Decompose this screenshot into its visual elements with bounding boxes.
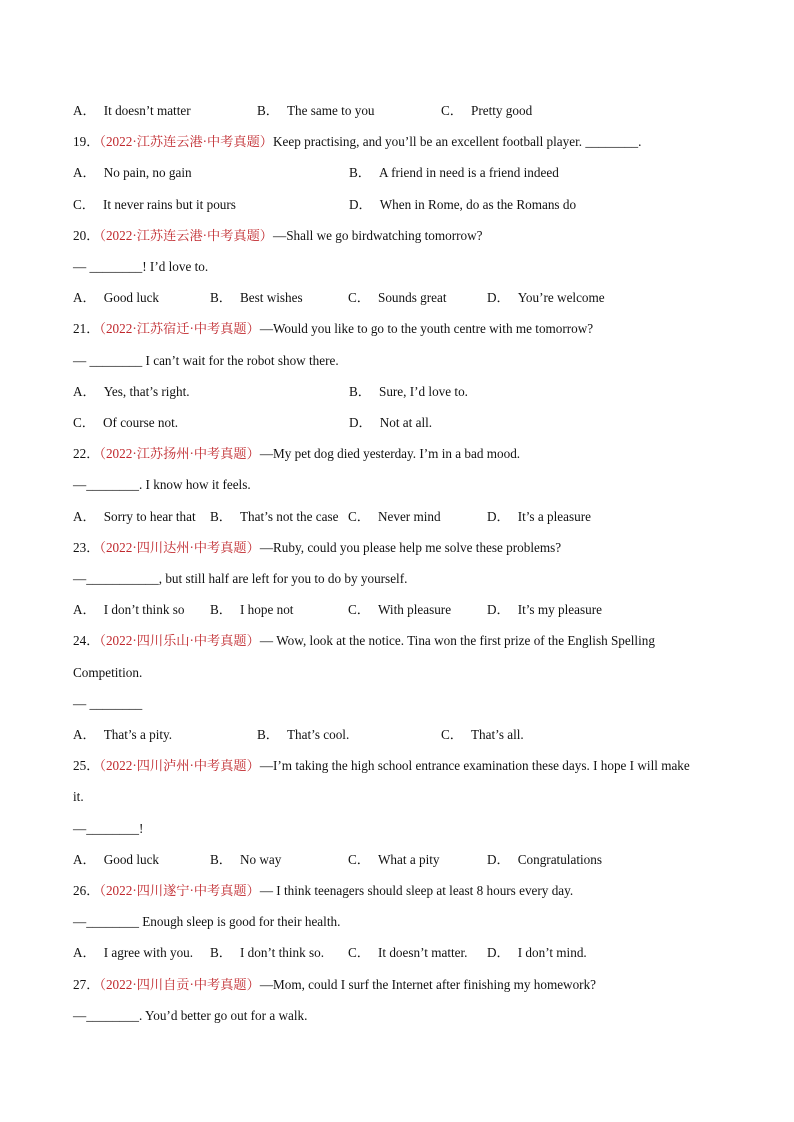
answer-option[interactable] xyxy=(257,725,349,745)
answer-option[interactable] xyxy=(487,943,587,963)
question-number: 20． xyxy=(73,227,100,243)
question-number: 21． xyxy=(73,321,100,337)
question-line xyxy=(73,538,561,558)
option-text: Never mind xyxy=(377,508,441,524)
question-number: 27． xyxy=(73,976,100,992)
option-letter: D． xyxy=(349,196,372,212)
option-text: It’s my pleasure xyxy=(517,602,602,618)
options-row xyxy=(73,288,733,308)
question-number: 26． xyxy=(73,883,100,898)
option-letter: C． xyxy=(348,851,370,867)
dialogue-text: —________. I know how it feels. xyxy=(73,477,251,493)
option-text: Pretty good xyxy=(470,103,533,118)
question-source: （2022·四川泸州·中考真题） xyxy=(99,758,260,774)
dialogue-text: it. xyxy=(73,789,84,805)
answer-option[interactable] xyxy=(73,413,178,433)
question-text: —I’m taking the high school entrance examination these days. I hope I will make xyxy=(259,758,690,774)
option-text: When in Rome, do as the Romans do xyxy=(379,196,577,212)
options-row xyxy=(73,600,733,620)
option-text: I don’t mind. xyxy=(517,945,587,961)
question-number: 19． xyxy=(73,134,100,150)
question-line xyxy=(73,132,641,152)
option-letter: C． xyxy=(441,103,463,118)
question-line xyxy=(73,319,593,339)
dialogue-line xyxy=(73,569,407,589)
option-text: That’s a pity. xyxy=(103,727,173,742)
answer-option[interactable] xyxy=(73,725,172,745)
answer-option[interactable] xyxy=(349,195,576,215)
option-letter: C． xyxy=(441,727,463,742)
answer-option[interactable] xyxy=(487,288,605,308)
answer-option[interactable] xyxy=(73,507,196,527)
answer-option[interactable] xyxy=(487,600,602,620)
options-row xyxy=(73,725,733,745)
option-letter: B． xyxy=(210,945,232,961)
dialogue-text: — ________ xyxy=(73,695,143,711)
option-text: No pain, no gain xyxy=(103,165,192,181)
answer-option[interactable] xyxy=(348,600,451,620)
option-text: Congratulations xyxy=(517,851,602,867)
answer-option[interactable] xyxy=(348,943,467,963)
answer-option[interactable] xyxy=(210,600,293,620)
option-text: It doesn’t matter. xyxy=(377,945,468,961)
option-letter: C． xyxy=(348,290,370,306)
option-text: Good luck xyxy=(103,851,160,867)
question-line xyxy=(73,444,520,464)
question-line xyxy=(73,226,483,246)
question-line xyxy=(73,631,655,651)
option-text: It never rains but it pours xyxy=(102,196,236,212)
question-line xyxy=(73,975,596,995)
answer-option[interactable] xyxy=(349,382,468,402)
option-letter: B． xyxy=(349,165,371,181)
dialogue-line xyxy=(73,475,251,495)
question-text: — I think teenagers should sleep at least 8 hours every day. xyxy=(259,883,574,898)
question-number: 24． xyxy=(73,633,100,649)
answer-option[interactable] xyxy=(441,725,524,745)
question-number: 22． xyxy=(73,446,100,462)
dialogue-line xyxy=(73,257,208,277)
answer-option[interactable] xyxy=(73,288,159,308)
question-text: —Would you like to go to the youth centre with me tomorrow? xyxy=(259,321,594,337)
options-row xyxy=(73,101,733,121)
option-text: I hope not xyxy=(239,602,294,618)
option-text: You’re welcome xyxy=(517,290,605,306)
answer-option[interactable] xyxy=(73,600,184,620)
option-text: Not at all. xyxy=(379,415,433,430)
question-text: —Shall we go birdwatching tomorrow? xyxy=(273,227,483,243)
option-text: What a pity xyxy=(377,851,440,867)
option-text: I agree with you. xyxy=(103,945,194,961)
answer-option[interactable] xyxy=(73,382,190,402)
question-text: —My pet dog died yesterday. I’m in a bad mood. xyxy=(259,446,521,462)
question-text: —Mom, could I surf the Internet after finishing my homework? xyxy=(259,976,597,992)
dialogue-line xyxy=(73,819,143,839)
question-text: Keep practising, and you’ll be an excellent football player. ________. xyxy=(273,134,642,150)
option-text: The same to you xyxy=(286,103,375,118)
question-source: （2022·四川达州·中考真题） xyxy=(99,539,260,555)
question-line xyxy=(73,881,573,901)
option-letter: C． xyxy=(348,602,370,618)
dialogue-line xyxy=(73,663,142,683)
answer-option[interactable] xyxy=(73,163,192,183)
option-letter: B． xyxy=(257,103,279,118)
options-row xyxy=(73,507,733,527)
answer-option[interactable] xyxy=(73,943,193,963)
question-text: — Wow, look at the notice. Tina won the first prize of the English Spelling xyxy=(259,633,655,649)
option-text: That’s not the case xyxy=(239,508,339,524)
option-letter: C． xyxy=(348,945,370,961)
option-letter: D． xyxy=(487,290,510,306)
option-text: I don’t think so. xyxy=(239,945,324,961)
options-row xyxy=(73,195,733,215)
option-text: That’s cool. xyxy=(286,727,350,742)
options-row xyxy=(73,943,733,963)
option-text: Of course not. xyxy=(102,415,179,430)
question-source: （2022·四川遂宁·中考真题） xyxy=(99,883,260,898)
answer-option[interactable] xyxy=(349,163,559,183)
answer-option[interactable] xyxy=(348,288,446,308)
option-letter: A． xyxy=(73,945,96,961)
option-letter: B． xyxy=(210,508,232,524)
dialogue-line xyxy=(73,351,339,371)
options-row xyxy=(73,163,733,183)
answer-option[interactable] xyxy=(210,850,281,870)
option-letter: D． xyxy=(349,415,372,430)
option-letter: D． xyxy=(487,945,510,961)
dialogue-line xyxy=(73,694,142,714)
option-letter: D． xyxy=(487,851,510,867)
dialogue-line xyxy=(73,1006,307,1026)
dialogue-text: —________! xyxy=(73,820,144,836)
answer-option[interactable] xyxy=(73,195,236,215)
dialogue-text: —___________, but still half are left for you to do by yourself. xyxy=(73,571,408,586)
answer-option[interactable] xyxy=(441,101,532,121)
option-letter: B． xyxy=(210,290,232,306)
dialogue-line xyxy=(73,787,84,807)
question-source: （2022·江苏连云港·中考真题） xyxy=(99,227,273,243)
question-line xyxy=(73,756,690,776)
option-letter: A． xyxy=(73,103,96,118)
option-text: I don’t think so xyxy=(103,602,185,618)
options-row xyxy=(73,413,733,433)
option-text: No way xyxy=(239,851,282,867)
dialogue-text: — ________ I can’t wait for the robot show there. xyxy=(73,352,339,368)
dialogue-text: —________. You’d better go out for a walk. xyxy=(73,1007,308,1023)
question-source: （2022·江苏宿迁·中考真题） xyxy=(99,321,260,337)
options-row xyxy=(73,850,733,870)
option-letter: D． xyxy=(487,508,510,524)
option-letter: A． xyxy=(73,727,96,742)
option-text: Best wishes xyxy=(239,290,303,306)
option-letter: A． xyxy=(73,508,96,524)
option-text: Sure, I’d love to. xyxy=(378,383,468,399)
question-source: （2022·江苏连云港·中考真题） xyxy=(99,134,273,150)
option-letter: A． xyxy=(73,383,96,399)
option-letter: D． xyxy=(487,602,510,618)
option-letter: C． xyxy=(73,415,95,430)
option-letter: B． xyxy=(349,383,371,399)
question-source: （2022·四川乐山·中考真题） xyxy=(99,633,260,649)
answer-option[interactable] xyxy=(349,413,432,433)
dialogue-text: — ________! I’d love to. xyxy=(73,259,209,274)
option-letter: C． xyxy=(73,196,95,212)
option-letter: A． xyxy=(73,290,96,306)
dialogue-text: —________ Enough sleep is good for their health. xyxy=(73,914,341,930)
question-number: 23． xyxy=(73,539,100,555)
question-text: —Ruby, could you please help me solve these problems? xyxy=(259,539,562,555)
option-letter: B． xyxy=(257,727,279,742)
answer-option[interactable] xyxy=(73,850,159,870)
question-source: （2022·江苏扬州·中考真题） xyxy=(99,446,260,462)
option-text: It doesn’t matter xyxy=(103,103,191,118)
option-letter: A． xyxy=(73,602,96,618)
answer-option[interactable] xyxy=(257,101,375,121)
dialogue-text: Competition. xyxy=(73,664,143,680)
answer-option[interactable] xyxy=(210,943,324,963)
answer-option[interactable] xyxy=(73,101,191,121)
option-text: A friend in need is a friend indeed xyxy=(378,165,559,181)
option-letter: C． xyxy=(348,508,370,524)
dialogue-line xyxy=(73,912,340,932)
option-text: That’s all. xyxy=(470,727,524,742)
option-text: Yes, that’s right. xyxy=(103,383,190,399)
question-number: 25． xyxy=(73,758,100,774)
option-letter: B． xyxy=(210,851,232,867)
answer-option[interactable] xyxy=(348,507,441,527)
option-text: With pleasure xyxy=(377,602,452,618)
option-text: It’s a pleasure xyxy=(517,508,591,524)
question-source: （2022·四川自贡·中考真题） xyxy=(99,976,260,992)
option-letter: B． xyxy=(210,602,232,618)
option-text: Sorry to hear that xyxy=(103,508,196,524)
option-letter: A． xyxy=(73,165,96,181)
answer-option[interactable] xyxy=(210,288,303,308)
answer-option[interactable] xyxy=(210,507,339,527)
option-letter: A． xyxy=(73,851,96,867)
option-text: Sounds great xyxy=(377,290,447,306)
answer-option[interactable] xyxy=(487,850,602,870)
option-text: Good luck xyxy=(103,290,160,306)
options-row xyxy=(73,382,733,402)
answer-option[interactable] xyxy=(348,850,440,870)
answer-option[interactable] xyxy=(487,507,591,527)
